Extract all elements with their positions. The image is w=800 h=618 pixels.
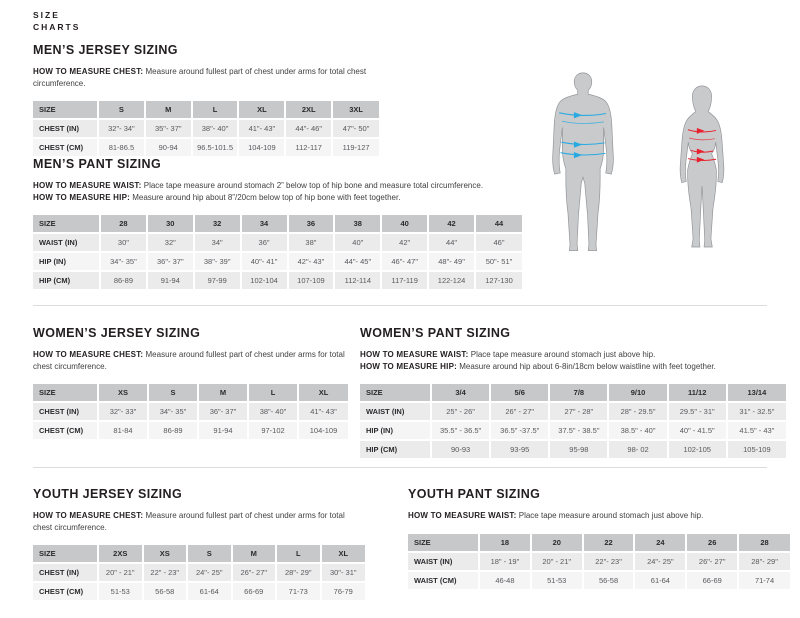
measure-text: Place tape measure around stomach just above hip. <box>518 511 704 520</box>
size-value-cell: 76-79 <box>321 582 366 601</box>
column-header-size: SIZE <box>33 101 98 119</box>
size-value-cell: 91-94 <box>198 421 248 440</box>
section-womens-pant <box>360 326 786 460</box>
column-header: 18 <box>479 534 531 552</box>
size-value-cell: 51-53 <box>98 582 143 601</box>
size-value-cell: 34"- 35" <box>148 402 198 421</box>
measure-text: Measure around fullest part of chest under arms for total chest circumference. <box>33 67 367 88</box>
column-header: 42 <box>428 215 475 233</box>
table-row <box>33 233 522 252</box>
column-header: 20 <box>531 534 583 552</box>
column-header-size: SIZE <box>33 545 98 563</box>
size-value-cell: 36"- 37" <box>147 252 194 271</box>
size-value-cell: 34" <box>194 233 241 252</box>
size-value-cell: 40"- 41" <box>241 252 288 271</box>
size-value-cell: 46"- 47" <box>381 252 428 271</box>
size-value-cell: 41.5" - 43" <box>727 421 786 440</box>
column-header: L <box>192 101 239 119</box>
size-value-cell: 102-105 <box>668 440 727 459</box>
size-value-cell: 36" <box>241 233 288 252</box>
size-value-cell: 30"- 31" <box>321 563 366 582</box>
column-header: XL <box>298 384 348 402</box>
measure-label: HOW TO MEASURE HIP: <box>360 361 457 371</box>
column-header-size: SIZE <box>33 384 98 402</box>
column-header: 3XL <box>332 101 379 119</box>
youth-pant-heading: YOUTH PANT SIZING <box>408 487 541 501</box>
table-header-row <box>408 534 790 552</box>
column-header: XL <box>238 101 285 119</box>
row-label: WAIST (IN) <box>360 402 431 421</box>
table-header-row <box>33 215 522 233</box>
size-value-cell: 71-73 <box>276 582 321 601</box>
size-value-cell: 42" <box>381 233 428 252</box>
column-header: 40 <box>381 215 428 233</box>
column-header: 3/4 <box>431 384 490 402</box>
size-value-cell: 86-89 <box>100 271 147 290</box>
size-value-cell: 97-99 <box>194 271 241 290</box>
measure-text: Place tape measure around stomach just above hip. <box>470 350 656 359</box>
size-value-cell: 26" - 27" <box>490 402 549 421</box>
table-row <box>33 563 365 582</box>
womens-pant-heading: WOMEN’S PANT SIZING <box>360 326 511 340</box>
mens-jersey-heading: MEN’S JERSEY SIZING <box>33 43 178 57</box>
page-title-line1: SIZE <box>33 10 60 20</box>
column-header: S <box>148 384 198 402</box>
column-header: 2XS <box>98 545 143 563</box>
size-value-cell: 44"- 45" <box>334 252 381 271</box>
column-header: XL <box>321 545 366 563</box>
column-header: 30 <box>147 215 194 233</box>
size-value-cell: 26"- 27" <box>686 552 738 571</box>
table-header-row <box>33 545 365 563</box>
column-header: 7/8 <box>549 384 608 402</box>
size-value-cell: 104-109 <box>298 421 348 440</box>
size-value-cell: 25" - 26" <box>431 402 490 421</box>
size-value-cell: 112-117 <box>285 138 332 157</box>
size-value-cell: 90-93 <box>431 440 490 459</box>
youth-jersey-instruction <box>33 510 365 533</box>
table-row <box>33 119 379 138</box>
size-value-cell: 38"- 39" <box>194 252 241 271</box>
size-value-cell: 35"- 37" <box>145 119 192 138</box>
column-header: S <box>98 101 145 119</box>
womens-pant-instruction-hip <box>360 361 786 373</box>
size-value-cell: 122-124 <box>428 271 475 290</box>
womens-jersey-instruction <box>33 349 348 372</box>
table-row <box>33 402 348 421</box>
size-value-cell: 47"- 50" <box>332 119 379 138</box>
table-row <box>33 271 522 290</box>
section-mens-jersey <box>33 43 379 158</box>
size-value-cell: 102-104 <box>241 271 288 290</box>
page-title <box>33 10 80 34</box>
column-header: 26 <box>686 534 738 552</box>
table-row <box>360 421 786 440</box>
womens-pant-size-table <box>360 384 786 460</box>
size-value-cell: 38.5" - 40" <box>608 421 667 440</box>
size-value-cell: 29.5" - 31" <box>668 402 727 421</box>
measure-text: Measure around hip about 8”/20cm below top of hip bone with feet together. <box>132 192 401 202</box>
size-value-cell: 32"- 34" <box>98 119 145 138</box>
row-label: CHEST (CM) <box>33 138 98 157</box>
size-value-cell: 81-86.5 <box>98 138 145 157</box>
table-row <box>33 252 522 271</box>
size-value-cell: 91-94 <box>147 271 194 290</box>
column-header: M <box>198 384 248 402</box>
size-value-cell: 81-84 <box>98 421 148 440</box>
womens-jersey-heading: WOMEN’S JERSEY SIZING <box>33 326 201 340</box>
row-label: HIP (IN) <box>360 421 431 440</box>
column-header: M <box>145 101 192 119</box>
table-header-row <box>33 384 348 402</box>
mens-pant-size-table <box>33 215 522 291</box>
column-header: 9/10 <box>608 384 667 402</box>
size-value-cell: 22" - 23" <box>143 563 188 582</box>
size-value-cell: 112-114 <box>334 271 381 290</box>
size-value-cell: 40" <box>334 233 381 252</box>
size-value-cell: 40" - 41.5" <box>668 421 727 440</box>
column-header: 5/6 <box>490 384 549 402</box>
column-header-size: SIZE <box>360 384 431 402</box>
size-value-cell: 66-69 <box>686 571 738 590</box>
row-label: HIP (IN) <box>33 252 100 271</box>
column-header: S <box>187 545 232 563</box>
size-value-cell: 98- 02 <box>608 440 667 459</box>
size-value-cell: 42"- 43" <box>288 252 335 271</box>
size-value-cell: 48"- 49" <box>428 252 475 271</box>
youth-jersey-size-table <box>33 545 365 602</box>
section-youth-jersey <box>33 487 365 602</box>
table-row <box>33 138 379 157</box>
measure-label: HOW TO MEASURE CHEST: <box>33 350 144 359</box>
column-header: 11/12 <box>668 384 727 402</box>
column-header: 24 <box>634 534 686 552</box>
column-header: 13/14 <box>727 384 786 402</box>
table-row <box>33 421 348 440</box>
size-value-cell: 119-127 <box>332 138 379 157</box>
womens-pant-instruction-waist <box>360 349 786 361</box>
row-label: CHEST (IN) <box>33 119 98 138</box>
row-label: CHEST (IN) <box>33 563 98 582</box>
table-row <box>360 440 786 459</box>
column-header: 44 <box>475 215 522 233</box>
size-value-cell: 38" <box>288 233 335 252</box>
size-value-cell: 51-53 <box>531 571 583 590</box>
column-header: 36 <box>288 215 335 233</box>
row-label: CHEST (CM) <box>33 421 98 440</box>
section-divider <box>33 305 767 306</box>
size-value-cell: 24"- 25" <box>634 552 686 571</box>
section-womens-jersey <box>33 326 348 441</box>
size-value-cell: 38"- 40" <box>248 402 298 421</box>
size-value-cell: 117-119 <box>381 271 428 290</box>
size-value-cell: 96.5-101.5 <box>192 138 239 157</box>
section-youth-pant <box>408 487 790 591</box>
measure-text: Measure around hip about 6-8in/18cm below waistline with feet together. <box>459 361 716 371</box>
size-value-cell: 107-109 <box>288 271 335 290</box>
row-label: HIP (CM) <box>33 271 100 290</box>
row-label: HIP (CM) <box>360 440 431 459</box>
size-value-cell: 22"- 23" <box>583 552 635 571</box>
table-row <box>33 582 365 601</box>
size-value-cell: 44" <box>428 233 475 252</box>
measure-label: HOW TO MEASURE WAIST: <box>360 350 469 359</box>
size-value-cell: 20" - 21" <box>98 563 143 582</box>
column-header: L <box>248 384 298 402</box>
measure-label: HOW TO MEASURE HIP: <box>33 192 130 202</box>
size-value-cell: 28"- 29" <box>738 552 790 571</box>
row-label: CHEST (IN) <box>33 402 98 421</box>
size-value-cell: 36"- 37" <box>198 402 248 421</box>
measure-label: HOW TO MEASURE CHEST: <box>33 511 144 520</box>
measure-label: HOW TO MEASURE WAIST: <box>33 181 142 190</box>
womens-jersey-size-table <box>33 384 348 441</box>
size-value-cell: 104-109 <box>238 138 285 157</box>
table-row <box>408 571 790 590</box>
measure-label: HOW TO MEASURE WAIST: <box>408 511 517 520</box>
size-value-cell: 24"- 25" <box>187 563 232 582</box>
mens-pant-instruction-waist <box>33 180 522 192</box>
size-value-cell: 32"- 33" <box>98 402 148 421</box>
measure-text: Measure around fullest part of chest under arms for total chest circumference. <box>33 511 345 532</box>
size-value-cell: 105-109 <box>727 440 786 459</box>
column-header: 28 <box>738 534 790 552</box>
size-value-cell: 90-94 <box>145 138 192 157</box>
size-value-cell: 127-130 <box>475 271 522 290</box>
size-value-cell: 27" - 28" <box>549 402 608 421</box>
size-value-cell: 50"- 51" <box>475 252 522 271</box>
mens-pant-instruction-hip <box>33 192 522 204</box>
column-header: 22 <box>583 534 635 552</box>
table-row <box>408 552 790 571</box>
size-value-cell: 93-95 <box>490 440 549 459</box>
size-value-cell: 35.5" - 36.5" <box>431 421 490 440</box>
column-header: XS <box>143 545 188 563</box>
size-value-cell: 95-98 <box>549 440 608 459</box>
size-value-cell: 26"- 27" <box>232 563 277 582</box>
column-header: 34 <box>241 215 288 233</box>
column-header: 32 <box>194 215 241 233</box>
size-value-cell: 30" <box>100 233 147 252</box>
size-value-cell: 61-64 <box>187 582 232 601</box>
page-title-line2: CHARTS <box>33 21 81 32</box>
size-value-cell: 34"- 35" <box>100 252 147 271</box>
column-header: M <box>232 545 277 563</box>
size-value-cell: 44"- 46" <box>285 119 332 138</box>
size-value-cell: 61-64 <box>634 571 686 590</box>
size-value-cell: 31" - 32.5" <box>727 402 786 421</box>
size-value-cell: 37.5" - 38.5" <box>549 421 608 440</box>
table-header-row <box>360 384 786 402</box>
table-header-row <box>33 101 379 119</box>
row-label: WAIST (CM) <box>408 571 479 590</box>
row-label: WAIST (IN) <box>408 552 479 571</box>
row-label: WAIST (IN) <box>33 233 100 252</box>
youth-pant-size-table <box>408 534 790 591</box>
size-value-cell: 41"- 43" <box>238 119 285 138</box>
size-value-cell: 32" <box>147 233 194 252</box>
size-value-cell: 56-58 <box>143 582 188 601</box>
size-value-cell: 71-74 <box>738 571 790 590</box>
column-header: L <box>276 545 321 563</box>
section-mens-pant <box>33 157 522 291</box>
size-value-cell: 18" - 19" <box>479 552 531 571</box>
mens-pant-heading: MEN’S PANT SIZING <box>33 157 162 171</box>
size-value-cell: 97-102 <box>248 421 298 440</box>
male-silhouette-figure <box>541 37 625 288</box>
size-value-cell: 20" - 21" <box>531 552 583 571</box>
column-header: 28 <box>100 215 147 233</box>
size-value-cell: 46" <box>475 233 522 252</box>
column-header: 2XL <box>285 101 332 119</box>
youth-jersey-heading: YOUTH JERSEY SIZING <box>33 487 183 501</box>
size-value-cell: 56-58 <box>583 571 635 590</box>
male-body-shape <box>553 73 614 251</box>
size-value-cell: 38"- 40" <box>192 119 239 138</box>
youth-pant-instruction <box>408 510 790 522</box>
size-value-cell: 36.5" -37.5" <box>490 421 549 440</box>
measure-label: HOW TO MEASURE CHEST: <box>33 67 144 76</box>
female-body-shape <box>680 86 724 247</box>
column-header-size: SIZE <box>33 215 100 233</box>
size-value-cell: 28"- 29" <box>276 563 321 582</box>
table-row <box>360 402 786 421</box>
column-header: XS <box>98 384 148 402</box>
measure-text: Measure around fullest part of chest under arms for total chest circumference. <box>33 350 345 371</box>
female-silhouette-figure <box>666 53 738 284</box>
column-header: 38 <box>334 215 381 233</box>
section-divider <box>33 467 767 468</box>
measure-text: Place tape measure around stomach 2” below top of hip bone and measure total circumference. <box>143 181 484 190</box>
column-header-size: SIZE <box>408 534 479 552</box>
row-label: CHEST (CM) <box>33 582 98 601</box>
size-value-cell: 66-69 <box>232 582 277 601</box>
size-value-cell: 41"- 43" <box>298 402 348 421</box>
size-value-cell: 46-48 <box>479 571 531 590</box>
size-value-cell: 86-89 <box>148 421 198 440</box>
mens-jersey-instruction <box>33 66 379 89</box>
size-value-cell: 28" - 29.5" <box>608 402 667 421</box>
mens-jersey-size-table <box>33 101 379 158</box>
